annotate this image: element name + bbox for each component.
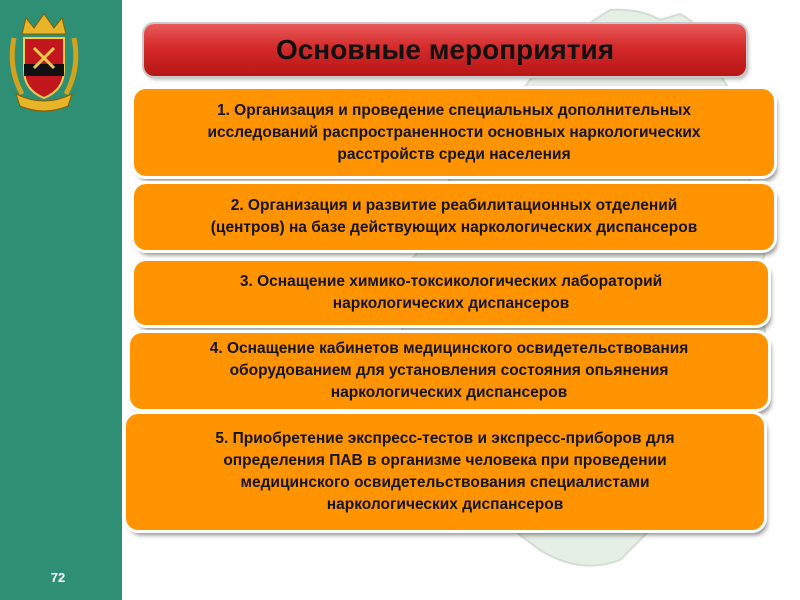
list-item-2: [134, 184, 774, 250]
item-3-line-1: 3. Оснащение химико-токсикологических лабораторий: [239, 273, 663, 290]
item-2-line-2: (центров) на базе действующих наркологических диспансеров: [210, 219, 698, 236]
list-item-4: [130, 333, 768, 409]
item-4-line-1: 4. Оснащение кабинетов медицинского освидетельствования: [209, 340, 689, 357]
item-2-line-1: 2. Организация и развитие реабилитационных отделений: [230, 197, 678, 214]
item-1-line-3: расстройств среди населения: [337, 145, 571, 163]
slide-number: 72: [50, 570, 66, 585]
item-4-line-3: наркологических диспансеров: [330, 384, 568, 401]
coat-of-arms-icon: [8, 8, 80, 116]
item-1-line-2: исследований распространенности основных наркологических: [207, 123, 701, 141]
list-item-1: [134, 89, 774, 176]
item-1-line-1: 1. Организация и проведение специальных дополнительных: [216, 101, 692, 119]
item-5-line-4: наркологических диспансеров: [326, 496, 564, 513]
item-4-line-2: оборудованием для установления состояния опьянения: [229, 362, 669, 379]
item-5-line-2: определения ПАВ в организме человека при проведении: [223, 452, 667, 469]
item-3-line-2: наркологических диспансеров: [332, 295, 570, 312]
item-5-line-3: медицинского освидетельствования специалистами: [240, 474, 650, 491]
item-5-line-1: 5. Приобретение экспресс-тестов и экспресс-приборов для: [215, 430, 675, 447]
title-banner: [144, 24, 746, 76]
page-title: Основные мероприятия: [275, 34, 615, 65]
list-item-3: [134, 261, 768, 325]
list-item-5: [126, 414, 764, 530]
